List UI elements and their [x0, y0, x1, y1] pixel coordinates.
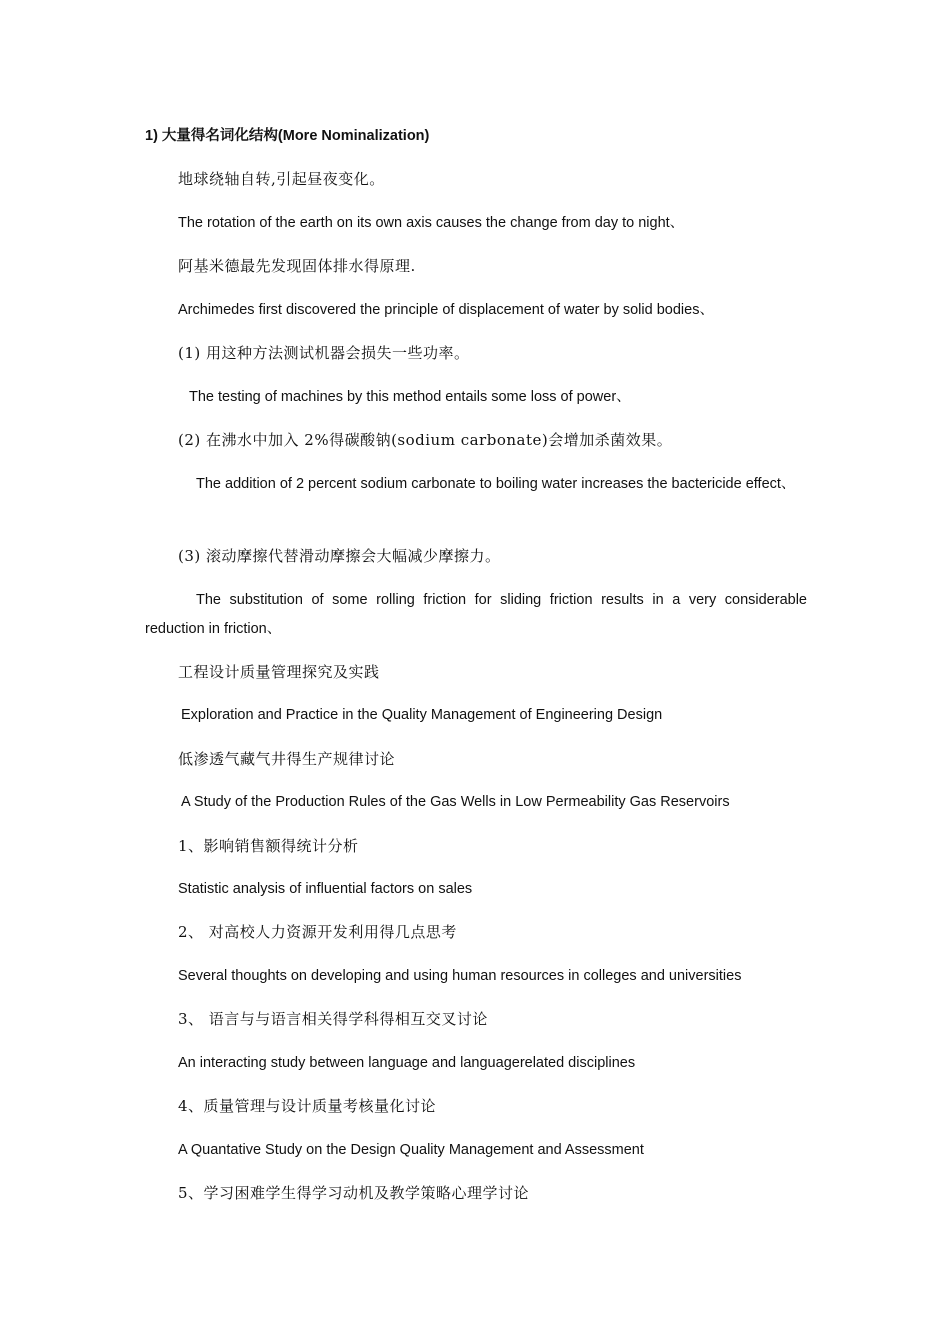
english-title: An interacting study between language and languagerelated disciplines: [178, 1055, 636, 1071]
chinese-sentence: (3) 滚动摩擦代替滑动摩擦会大幅减少摩擦力。: [178, 547, 501, 565]
english-paragraph: The substitution of some rolling friction for sliding friction results in a very considerable reduction in friction、: [145, 592, 807, 637]
chinese-sentence: 地球绕轴自转,引起昼夜变化。: [178, 170, 385, 188]
chinese-sentence: 阿基米德最先发现固体排水得原理.: [178, 257, 416, 275]
chinese-title: 4、质量管理与设计质量考核量化讨论: [178, 1097, 437, 1115]
chinese-title: 3、 语言与与语言相关得学科得相互交叉讨论: [178, 1010, 488, 1028]
english-sentence: Archimedes first discovered the principle of displacement of water by solid bodies、: [178, 302, 714, 318]
english-title: A Quantative Study on the Design Quality Management and Assessment: [178, 1142, 644, 1158]
chinese-sentence: (2) 在沸水中加入 2%得碳酸钠(sodium carbonate)会增加杀菌效果。: [178, 431, 673, 449]
english-paragraph: The addition of 2 percent sodium carbonate to boiling water increases the bactericide effect、: [196, 476, 796, 492]
chinese-title: 5、学习困难学生得学习动机及教学策略心理学讨论: [178, 1184, 530, 1202]
section-heading: 1) 大量得名词化结构(More Nominalization): [145, 128, 430, 144]
chinese-title: 1、影响销售额得统计分析: [178, 837, 359, 855]
chinese-title: 低渗透气藏气井得生产规律讨论: [178, 750, 396, 768]
english-title: Exploration and Practice in the Quality Management of Engineering Design: [181, 707, 663, 723]
chinese-sentence: (1) 用这种方法测试机器会损失一些功率。: [178, 344, 470, 362]
chinese-title: 2、 对高校人力资源开发利用得几点思考: [178, 923, 457, 941]
chinese-title: 工程设计质量管理探究及实践: [178, 663, 380, 681]
english-sentence: The testing of machines by this method entails some loss of power、: [189, 389, 631, 405]
english-title: A Study of the Production Rules of the Gas Wells in Low Permeability Gas Reservoirs: [181, 794, 730, 810]
english-title: Statistic analysis of influential factors on sales: [178, 881, 473, 897]
english-sentence: The rotation of the earth on its own axis causes the change from day to night、: [178, 215, 685, 231]
english-title: Several thoughts on developing and using human resources in colleges and universities: [178, 968, 742, 984]
